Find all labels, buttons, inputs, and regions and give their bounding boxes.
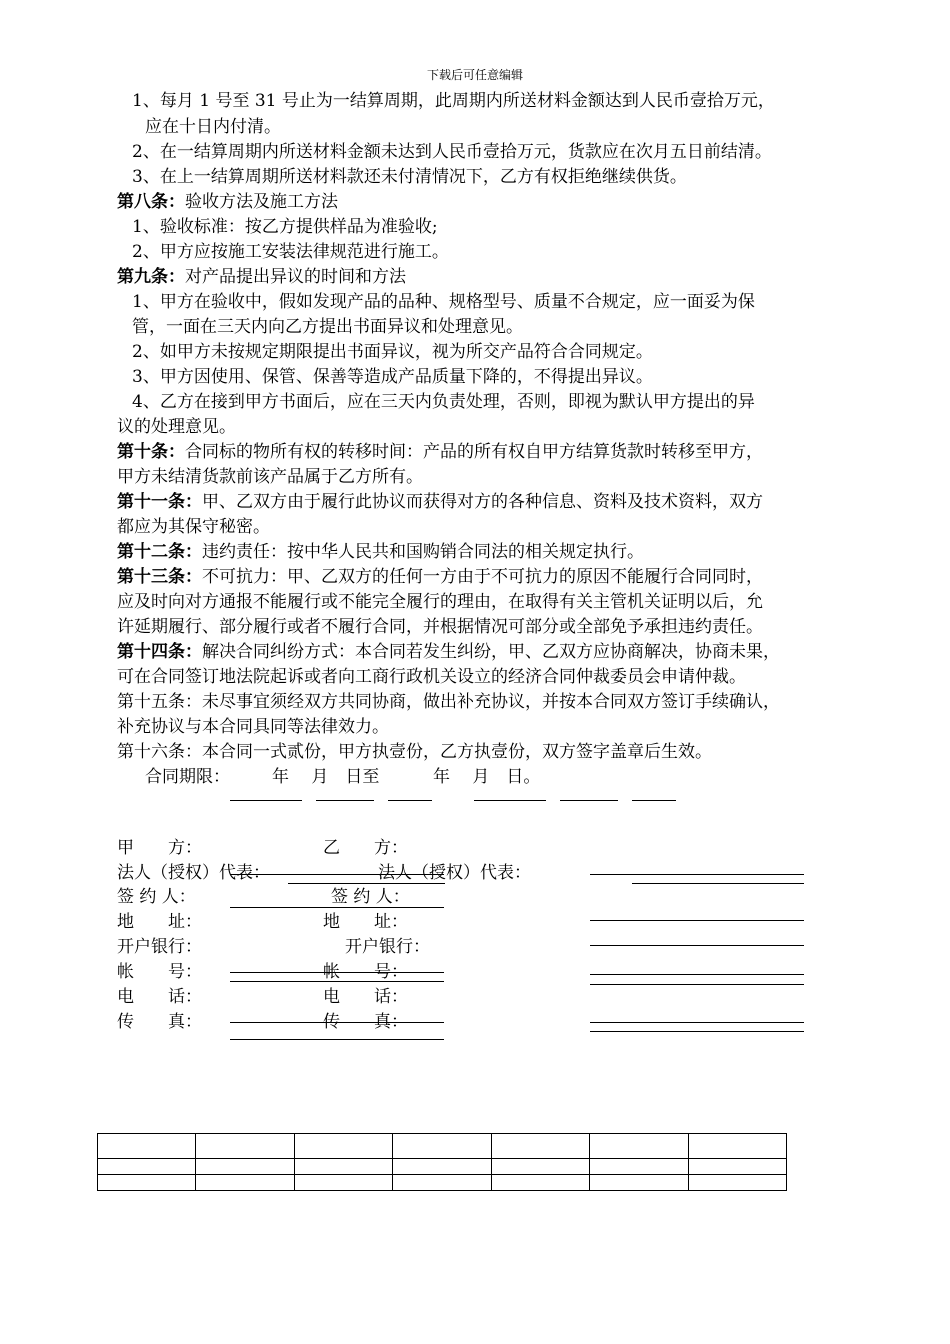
party-a-rep-label: 法人（授权）代表： <box>117 863 270 883</box>
party-b-rep-line <box>590 874 804 875</box>
table-cell <box>294 1175 392 1191</box>
table-cell <box>590 1175 688 1191</box>
article-14-label: 第十四条： <box>117 642 202 662</box>
article-14-text: 解决合同纠纷方式：本合同若发生纠纷，甲、乙双方应协商解决，协商未果， <box>202 642 780 662</box>
table-cell <box>196 1159 294 1175</box>
term-blank-line <box>474 800 546 801</box>
table-cell <box>393 1175 491 1191</box>
table-cell <box>590 1159 688 1175</box>
party-b-rep-line <box>632 883 804 884</box>
empty-footer-table <box>97 1133 787 1191</box>
article-8-label: 第八条： <box>117 192 185 212</box>
term-blank-line <box>316 800 374 801</box>
article-8-text: 验收方法及施工方法 <box>185 192 338 212</box>
article-13-cont-2: 许延期履行、部分履行或者不履行合同，并根据情况可部分或全部免予承担违约责任。 <box>117 617 763 637</box>
article-9-text: 对产品提出异议的时间和方法 <box>185 267 406 287</box>
party-b-bank-label: 开户银行： <box>345 937 430 957</box>
article-15: 第十五条：未尽事宜须经双方共同协商，做出补充协议，并按本合同双方签订手续确认， <box>117 692 780 712</box>
table-cell <box>98 1175 196 1191</box>
term-blank-line <box>230 800 302 801</box>
clause-7-item-3: 3、在上一结算周期所送材料款还未付清情况下，乙方有权拒绝继续供货。 <box>132 167 687 187</box>
page-header-note: 下载后可任意编辑 <box>426 68 523 82</box>
table-row <box>98 1175 787 1191</box>
party-b-account-label: 帐 号： <box>323 962 408 982</box>
table-row <box>98 1134 787 1159</box>
table-cell <box>688 1159 786 1175</box>
article-11 <box>0 491 950 513</box>
party-b-account-line <box>590 974 804 975</box>
article-10-cont: 甲方未结清货款前该产品属于乙方所有。 <box>117 467 423 487</box>
table-cell <box>393 1159 491 1175</box>
article-10-text: 合同标的物所有权的转移时间：产品的所有权自甲方结算货款时转移至甲方， <box>185 442 763 462</box>
article-9-item-4-cont: 议的处理意见。 <box>117 417 236 437</box>
article-11-text: 甲、乙双方由于履行此协议而获得对方的各种信息、资料及技术资料，双方 <box>202 492 763 512</box>
party-b-fax-label: 传 真： <box>323 1012 408 1032</box>
article-9-item-2: 2、如甲方未按规定期限提出书面异议，视为所交产品符合合同规定。 <box>132 342 653 362</box>
article-13-cont-1: 应及时向对方通报不能履行或不能完全履行的理由，在取得有关主管机关证明以后，允 <box>117 592 763 612</box>
party-a-signer-label: 签 约 人： <box>117 887 196 907</box>
table-cell <box>393 1134 491 1159</box>
party-a-bank-label: 开户银行： <box>117 937 202 957</box>
party-a-title: 甲 方： <box>117 838 202 858</box>
article-9-item-1: 1、甲方在验收中，假如发现产品的品种、规格型号、质量不合规定，应一面妥为保 <box>132 292 755 312</box>
clause-7-item-1: 1、每月 1 号至 31 号止为一结算周期，此周期内所送材料金额达到人民币壹拾万元， <box>132 91 775 111</box>
table-cell <box>491 1134 589 1159</box>
table-cell <box>491 1175 589 1191</box>
party-a-phone-label: 电 话： <box>117 987 202 1007</box>
clause-7-item-2: 2、在一结算周期内所送材料金额未达到人民币壹拾万元，货款应在次月五日前结清。 <box>132 142 772 162</box>
contract-term-label: 合同期限： <box>145 767 230 787</box>
table-cell <box>196 1175 294 1191</box>
article-13 <box>0 566 950 588</box>
party-b-bank-line <box>590 945 804 946</box>
term-blank-line <box>560 800 618 801</box>
table-cell <box>491 1159 589 1175</box>
table-cell <box>688 1175 786 1191</box>
party-b-rep-label: 法人（授权）代表： <box>378 863 531 883</box>
party-b-phone-label: 电 话： <box>323 987 408 1007</box>
term-blank-line <box>388 800 432 801</box>
article-10-label: 第十条： <box>117 442 185 462</box>
party-b-signer-label: 签 约 人： <box>331 887 410 907</box>
party-a-rep-line <box>230 874 444 875</box>
article-14 <box>0 641 950 663</box>
party-a-fax-line <box>230 1039 444 1040</box>
contract-term-start-date: 年 月 日至 <box>272 767 380 787</box>
party-a-fax-line <box>230 1022 444 1023</box>
table-cell <box>590 1134 688 1159</box>
article-13-text: 不可抗力：甲、乙双方的任何一方由于不可抗力的原因不能履行合同同时， <box>202 567 763 587</box>
party-b-account-line <box>590 984 804 985</box>
article-11-cont: 都应为其保守秘密。 <box>117 517 270 537</box>
table-cell <box>294 1159 392 1175</box>
party-a-signer-line <box>230 907 444 908</box>
article-8 <box>0 191 950 213</box>
article-15-cont: 补充协议与本合同具同等法律效力。 <box>117 717 389 737</box>
table-cell <box>98 1159 196 1175</box>
party-a-fax-label: 传 真： <box>117 1012 202 1032</box>
article-9 <box>0 266 950 288</box>
party-b-fax-line <box>590 1031 804 1032</box>
article-14-cont: 可在合同签订地法院起诉或者向工商行政机关设立的经济合同仲裁委员会申请仲裁。 <box>117 667 746 687</box>
party-a-account-line <box>230 972 444 973</box>
article-11-label: 第十一条： <box>117 492 202 512</box>
table-cell <box>196 1134 294 1159</box>
article-9-item-4: 4、乙方在接到甲方书面后，应在三天内负责处理，否则，即视为默认甲方提出的异 <box>132 392 755 412</box>
table-cell <box>294 1134 392 1159</box>
article-13-label: 第十三条： <box>117 567 202 587</box>
party-a-address-label: 地 址： <box>117 912 202 932</box>
article-12-text: 违约责任：按中华人民共和国购销合同法的相关规定执行。 <box>202 542 644 562</box>
clause-7-item-1-cont: 应在十日内付清。 <box>145 117 281 137</box>
article-12-label: 第十二条： <box>117 542 202 562</box>
party-b-address-label: 地 址： <box>323 912 408 932</box>
contract-term-end-date: 年 月 日。 <box>433 767 541 787</box>
party-a-rep-line <box>288 883 445 884</box>
party-a-account-line <box>230 981 444 982</box>
party-a-account-label: 帐 号： <box>117 962 202 982</box>
table-row <box>98 1159 787 1175</box>
article-9-label: 第九条： <box>117 267 185 287</box>
article-10 <box>0 441 950 463</box>
term-blank-line <box>632 800 676 801</box>
party-b-fax-line <box>590 1022 804 1023</box>
party-b-title: 乙 方： <box>323 838 408 858</box>
article-9-item-3: 3、甲方因使用、保管、保善等造成产品质量下降的，不得提出异议。 <box>132 367 653 387</box>
article-9-item-1-cont: 管，一面在三天内向乙方提出书面异议和处理意见。 <box>132 317 523 337</box>
table-cell <box>688 1134 786 1159</box>
article-8-item-2: 2、甲方应按施工安装法律规范进行施工。 <box>132 242 449 262</box>
article-8-item-1: 1、验收标准：按乙方提供样品为准验收; <box>132 217 438 237</box>
party-b-address-line <box>590 920 804 921</box>
article-12 <box>0 541 950 563</box>
table-cell <box>98 1134 196 1159</box>
article-16: 第十六条：本合同一式贰份，甲方执壹份，乙方执壹份，双方签字盖章后生效。 <box>117 742 712 762</box>
